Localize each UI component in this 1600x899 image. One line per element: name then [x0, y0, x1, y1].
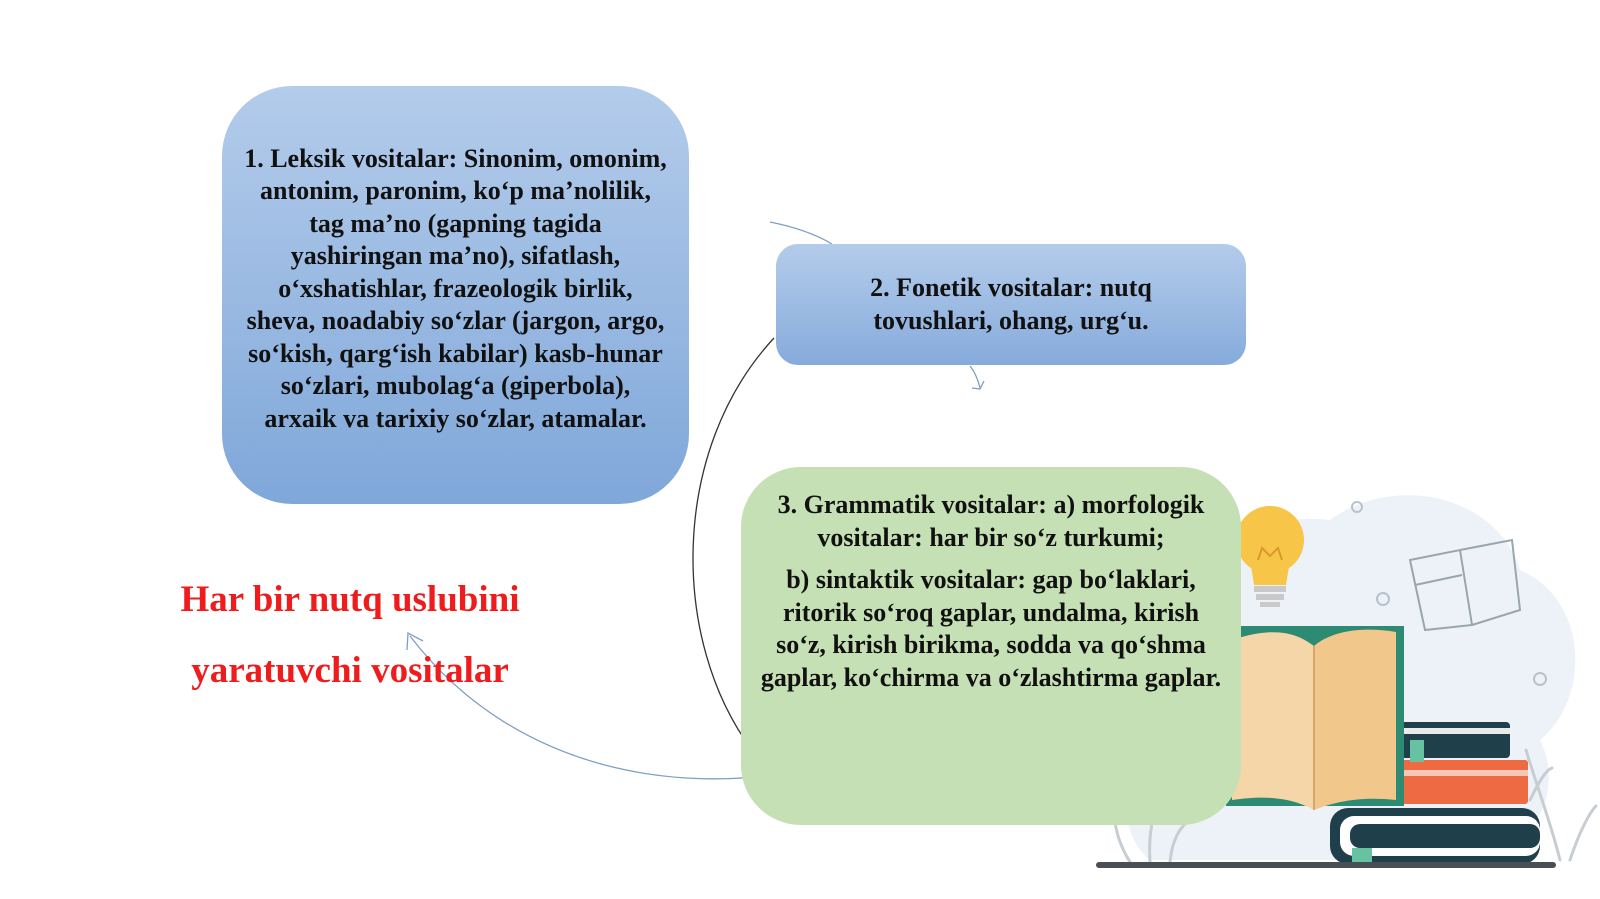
grammatical-syntactic-text: b) sintaktik vositalar: gap bo‘laklari, ritorik so‘roq gaplar, undalma, kirish so‘z, kirish birikma, sodda va qo‘shma gaplar, ko‘chirma va o‘zlashtirma gaplar. — [760, 565, 1222, 692]
phonetic-means-text: 2. Fonetik vositalar: nutq tovushlari, ohang, urg‘u. — [870, 273, 1152, 335]
arrow-lexical-to-phonetic — [770, 222, 832, 244]
caption-line-2: yaratuvchi vositalar — [191, 650, 509, 691]
lexical-means-box — [222, 86, 689, 504]
grammatical-means-box — [741, 467, 1241, 825]
caption-line-1: Har bir nutq uslubini — [180, 579, 520, 620]
lexical-means-text: 1. Leksik vositalar: Sinonim, omonim, antonim, paronim, ko‘p ma’nolilik, tag ma’no (gapning tagida yashiringan ma’no), sifatlash, o‘xshatishlar, frazeologik birlik, sheva, noadabiy so‘zlar (jargon, argo, so‘kish, qarg‘ish kabilar) kasb-hunar so‘zlari, mubolag‘a (giperbola), arxaik va tarixiy so‘zlar, atamalar. — [244, 143, 667, 433]
grammatical-morphological-text: 3. Grammatik vositalar: a) morfologik vositalar: har bir so‘z turkumi; — [777, 490, 1205, 552]
ground-line — [1096, 862, 1556, 868]
phonetic-means-box — [776, 244, 1246, 365]
open-book-icon — [1226, 626, 1424, 810]
arrow-phonetic-to-grammatical — [970, 366, 980, 388]
